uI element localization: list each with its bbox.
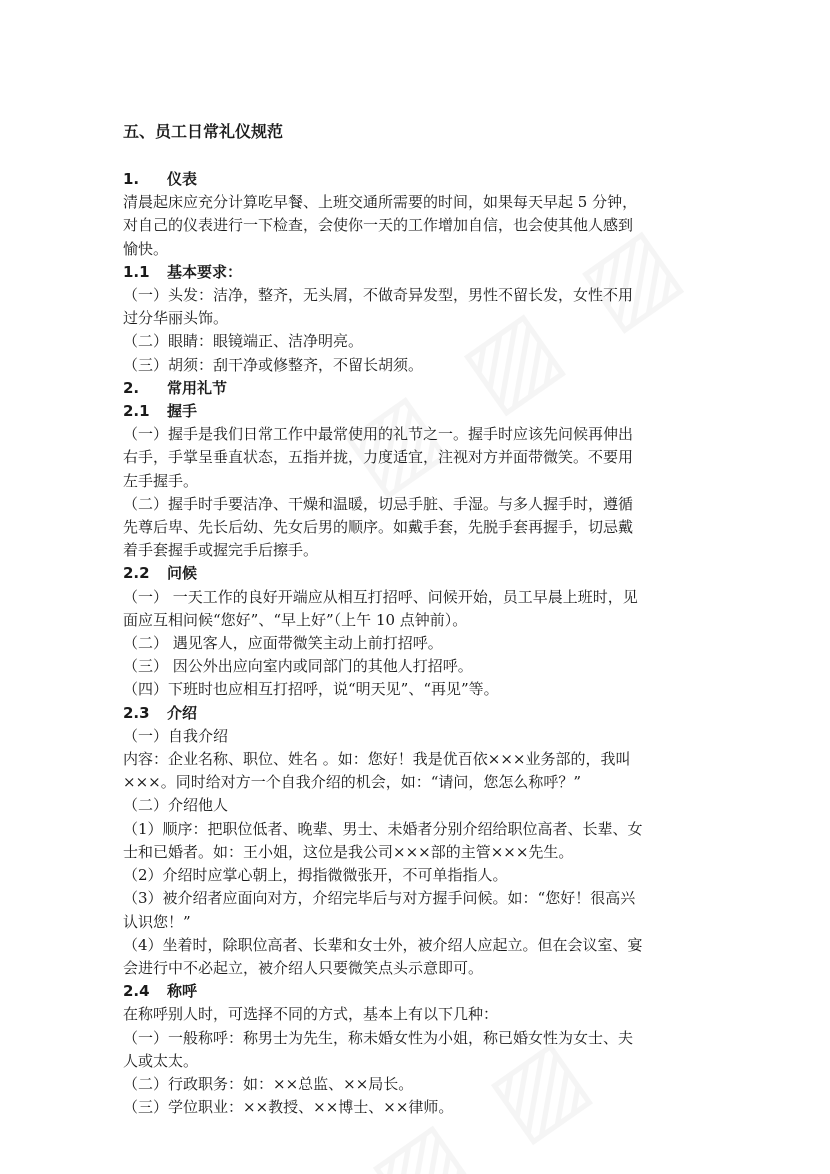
paragraph-line: （一）自我介绍 (123, 726, 229, 745)
paragraph-line: （二）行政职务：如：××总监、××局长。 (123, 1074, 414, 1093)
subsection-number: 2.3 (123, 703, 150, 722)
paragraph-line: （二）握手时手要洁净、干燥和温暖，切忌手脏、手湿。与多人握手时，遵循 (123, 494, 634, 513)
subsection-title: 基本要求： (167, 262, 243, 281)
paragraph-line: （一） 一天工作的良好开端应从相互打招呼、问候开始，员工早晨上班时，见 (123, 587, 638, 606)
section-heading-2 (123, 377, 713, 400)
paragraph-line: （2）介绍时应掌心朝上，拇指微微张开，不可单指指人。 (123, 866, 508, 885)
paragraph-line: 人或太太。 (123, 1051, 199, 1070)
section-heading-1 (123, 168, 713, 191)
subsection-heading-2-4 (123, 980, 713, 1003)
subsection-title: 问候 (167, 564, 198, 583)
paragraph-line: （1）顺序：把职位低者、晚辈、男士、未婚者分别介绍给职位高者、长辈、女 (123, 819, 643, 838)
paragraph-line: （二） 遇见客人，应面带微笑主动上前打招呼。 (123, 634, 443, 653)
paragraph-line: 士和已婚者。如：王小姐，这位是我公司×××部的主管×××先生。 (123, 842, 574, 861)
list-item: 过分华丽头饰。 (123, 309, 229, 328)
paragraph-line: ×××。同时给对方一个自我介绍的机会，如：“请问，您怎么称呼？” (123, 773, 582, 792)
paragraph-line: 先尊后卑、先长后幼、先女后男的顺序。如戴手套，先脱手套再握手，切忌戴 (123, 518, 634, 537)
subsection-number: 2.4 (123, 982, 150, 1001)
subsection-number: 1.1 (123, 262, 150, 281)
paragraph-line: 面应互相问候“您好”、“早上好”（上午 10 点钟前）。 (123, 610, 468, 629)
paragraph-line: 会进行中不必起立，被介绍人只要微笑点头示意即可。 (123, 958, 484, 977)
section-number: 1. (123, 170, 140, 188)
paragraph-line: 在称呼别人时，可选择不同的方式，基本上有以下几种： (123, 1005, 499, 1024)
subsection-heading-1-1 (123, 261, 713, 284)
paragraph-line: 对自己的仪表进行一下检查，会使你一天的工作增加自信，也会使其他人感到 (123, 216, 634, 235)
list-item: （二）眼睛：眼镜端正、洁净明亮。 (123, 332, 364, 351)
section-number: 2. (123, 378, 140, 397)
paragraph-line: 内容：企业名称、职位、姓名 。如：您好！我是优百依×××业务部的，我叫 (123, 750, 631, 769)
section-title: 仪表 (167, 170, 198, 188)
section-title: 常用礼节 (167, 378, 228, 397)
paragraph-line: （3）被介绍者应面向对方，介绍完毕后与对方握手问候。如：“您好！很高兴 (123, 889, 636, 908)
subsection-heading-2-1 (123, 400, 713, 423)
subsection-heading-2-2 (123, 562, 713, 585)
paragraph-line: （三）学位职业：××教授、××博士、××律师。 (123, 1098, 454, 1117)
subsection-heading-2-3 (123, 702, 713, 725)
subsection-title: 称呼 (167, 982, 198, 1001)
paragraph-line: 着手套握手或握完手后擦手。 (123, 541, 319, 560)
subsection-number: 2.2 (123, 564, 150, 583)
paragraph-line: 右手，手掌呈垂直状态，五指并拢，力度适宜，注视对方并面带微笑。不要用 (123, 448, 634, 467)
paragraph-line: 认识您！” (123, 912, 191, 931)
paragraph-line: （四）下班时也应相互打招呼，说“明天见”、“再见”等。 (123, 680, 499, 699)
paragraph-line: （一）一般称呼：称男士为先生，称未婚女性为小姐，称已婚女性为女士、夫 (123, 1028, 634, 1047)
paragraph-line: 清晨起床应充分计算吃早餐、上班交通所需要的时间，如果每天早起 5 分钟， (123, 193, 638, 212)
document-body (123, 120, 713, 1119)
paragraph-line: （三） 因公外出应向室内或同部门的其他人打招呼。 (123, 657, 473, 676)
paragraph-line: （4）坐着时，除职位高者、长辈和女士外，被介绍人应起立。但在会议室、宴 (123, 935, 643, 954)
paragraph-line: （二）介绍他人 (123, 796, 229, 815)
page-title: 五、员工日常礼仪规范 (123, 122, 284, 141)
list-item: （三）胡须：刮干净或修整齐，不留长胡须。 (123, 355, 424, 374)
subsection-title: 握手 (167, 402, 198, 421)
paragraph-line: 愉快。 (123, 239, 169, 258)
paragraph-line: （一）握手是我们日常工作中最常使用的礼节之一。握手时应该先问候再伸出 (123, 425, 634, 444)
list-item: （一）头发：洁净，整齐，无头屑，不做奇异发型，男性不留长发，女性不用 (123, 286, 634, 305)
subsection-title: 介绍 (167, 703, 198, 722)
subsection-number: 2.1 (123, 402, 150, 421)
paragraph-line: 左手握手。 (123, 471, 199, 490)
